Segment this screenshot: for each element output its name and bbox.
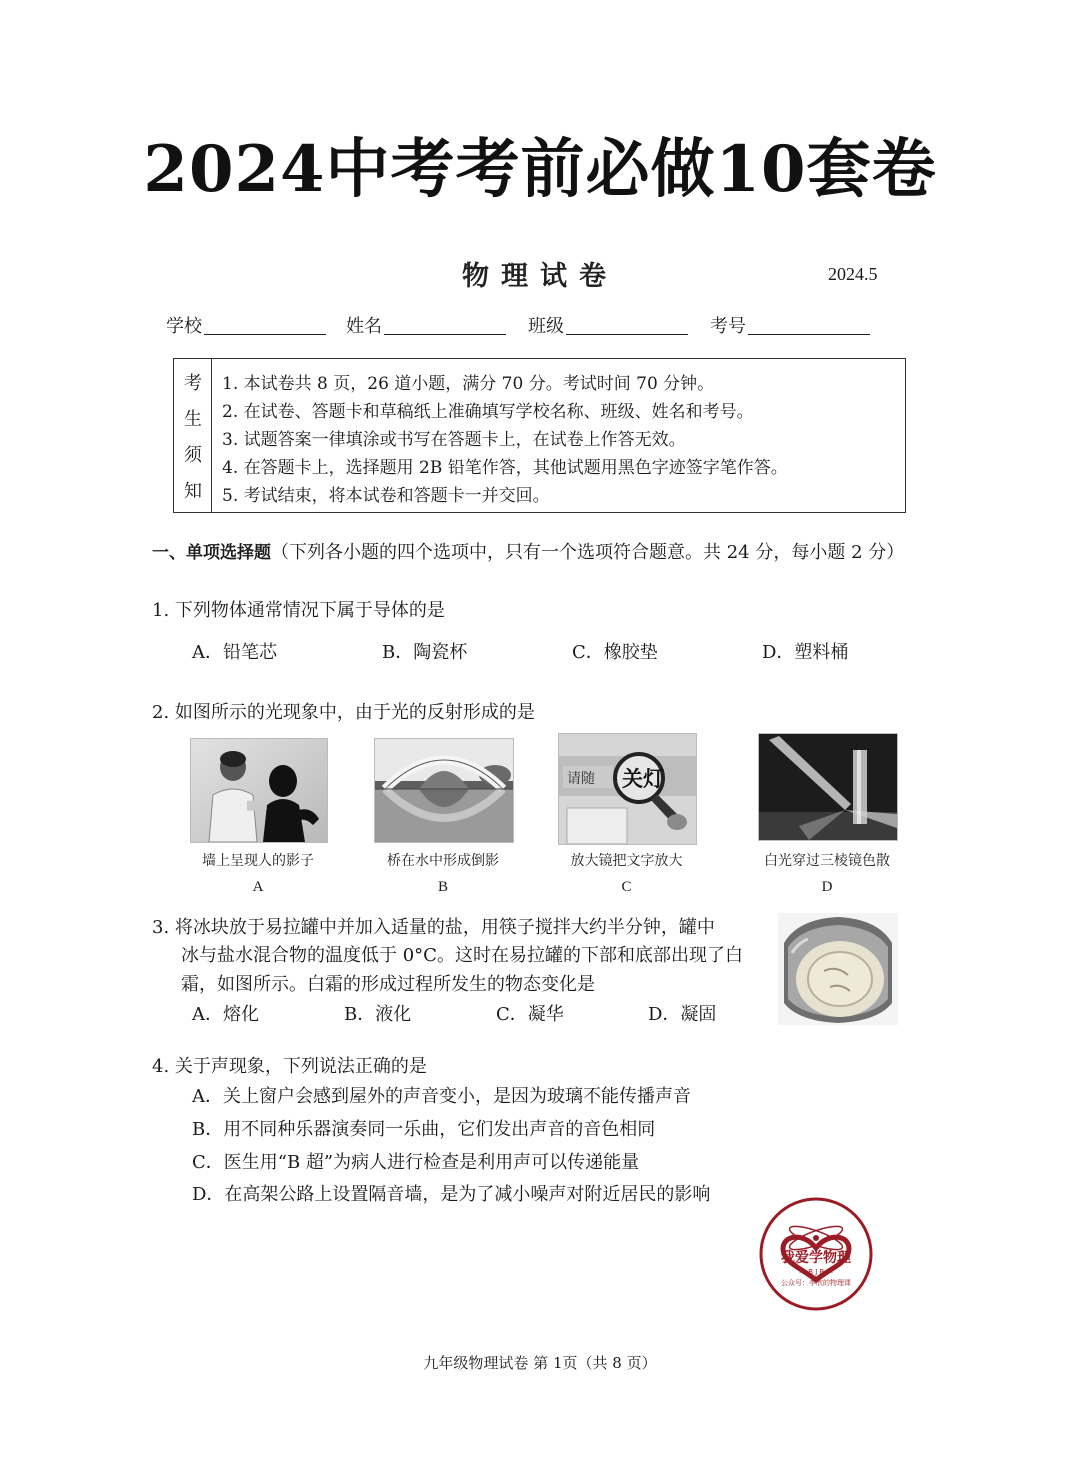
- class-field[interactable]: [528, 312, 688, 338]
- question-2-stem: 2. 如图所示的光现象中，由于光的反射形成的是: [152, 702, 535, 723]
- watermark-tagline: 公众号：李欣的物理课: [781, 1279, 851, 1287]
- question-3-stem-line: 3. 将冰块放于易拉罐中并加入适量的盐，用筷子搅拌大约半分钟，罐中: [152, 917, 715, 938]
- class-label: 班级: [528, 316, 564, 337]
- section-title: 一、单项选择题: [152, 543, 271, 563]
- watermark-name: 我爱学物理: [781, 1250, 851, 1266]
- q2-letter-d[interactable]: D: [821, 879, 833, 895]
- name-field[interactable]: [346, 312, 506, 338]
- q4-option-d[interactable]: D．在高架公路上设置隔音墙，是为了减小噪声对附近居民的影响: [192, 1184, 711, 1205]
- section-heading: [152, 538, 904, 564]
- notice-item: 3. 试题答案一律填涂或书写在答题卡上，在试卷上作答无效。: [222, 430, 686, 450]
- notice-label-char: 生: [184, 409, 202, 430]
- q1-option-c[interactable]: C．橡胶垫: [572, 642, 658, 663]
- notice-item: 2. 在试卷、答题卡和草稿纸上准确填写学校名称、班级、姓名和考号。: [222, 402, 754, 422]
- exam-date: 2024.5: [828, 264, 878, 284]
- q2-letter-c[interactable]: C: [621, 879, 632, 895]
- q1-option-a[interactable]: A．铅笔芯: [192, 642, 277, 663]
- school-field[interactable]: [166, 312, 326, 338]
- exam-series-title: 2024中考考前必做10套卷: [143, 132, 937, 207]
- q2-caption-d: 白光穿过三棱镜色散: [764, 853, 890, 869]
- prism-dispersion-photo: [758, 733, 898, 841]
- exam-number-blank[interactable]: [748, 316, 870, 335]
- magnifier-zoomed-text: 关灯: [622, 767, 664, 791]
- q3-option-c[interactable]: C．凝华: [496, 1004, 564, 1025]
- notice-item: 4. 在答题卡上，选择题用 2B 铅笔作答，其他试题用黑色字迹签字笔作答。: [222, 458, 788, 478]
- magnifier-photo: [558, 733, 697, 845]
- q2-letter-a[interactable]: A: [252, 879, 264, 895]
- notice-label-char: 须: [184, 445, 202, 466]
- q2-caption-a: 墙上呈现人的影子: [202, 853, 314, 869]
- watermark-seal: [758, 1196, 874, 1312]
- notice-label-char: 知: [184, 481, 202, 502]
- shadow-photo: [190, 738, 328, 843]
- q2-caption-b: 桥在水中形成倒影: [387, 853, 499, 869]
- q4-option-c[interactable]: C．医生用“B 超”为病人进行检查是利用声可以传递能量: [192, 1152, 640, 1173]
- q3-option-d[interactable]: D．凝固: [648, 1004, 717, 1025]
- section-description: （下列各小题的四个选项中，只有一个选项符合题意。共 24 分，每小题 2 分）: [271, 542, 905, 563]
- notice-label: [174, 359, 212, 512]
- exam-number-field[interactable]: [710, 312, 870, 338]
- q1-option-b[interactable]: B．陶瓷杯: [382, 642, 468, 663]
- school-blank[interactable]: [204, 316, 326, 335]
- q4-option-a[interactable]: A．关上窗户会感到屋外的声音变小，是因为玻璃不能传播声音: [192, 1086, 691, 1107]
- watermark-sub: — B J P —: [799, 1268, 833, 1276]
- notice-item: 5. 考试结束，将本试卷和答题卡一并交回。: [222, 486, 550, 506]
- notice-label-char: 考: [184, 373, 202, 394]
- q2-caption-c: 放大镜把文字放大: [570, 853, 683, 869]
- school-label: 学校: [166, 316, 202, 337]
- notice-item: 1. 本试卷共 8 页，26 道小题，满分 70 分。考试时间 70 分钟。: [222, 374, 715, 394]
- q1-option-d[interactable]: D．塑料桶: [762, 642, 849, 663]
- exam-notice-box: [173, 358, 906, 513]
- name-label: 姓名: [346, 316, 382, 337]
- question-3-stem-line: 霜，如图所示。白霜的形成过程所发生的物态变化是: [181, 974, 595, 995]
- question-4-stem: 4. 关于声现象，下列说法正确的是: [152, 1056, 427, 1077]
- subject-title: 物理试卷: [462, 261, 618, 292]
- q3-option-b[interactable]: B．液化: [344, 1004, 412, 1025]
- question-1-stem: 1. 下列物体通常情况下属于导体的是: [152, 600, 445, 621]
- q3-option-a[interactable]: A．熔化: [192, 1004, 259, 1025]
- q4-option-b[interactable]: B．用不同种乐器演奏同一乐曲，它们发出声音的音色相同: [192, 1119, 656, 1140]
- frosted-can-photo: [778, 913, 898, 1025]
- bridge-reflection-photo: [374, 738, 514, 843]
- name-blank[interactable]: [384, 316, 506, 335]
- magnifier-sign-text: 请随: [567, 771, 595, 787]
- page-footer: 九年级物理试卷 第 1页（共 8 页）: [423, 1354, 657, 1372]
- exam-number-label: 考号: [710, 316, 746, 337]
- class-blank[interactable]: [566, 316, 688, 335]
- q2-letter-b[interactable]: B: [437, 879, 448, 895]
- question-3-stem-line: 冰与盐水混合物的温度低于 0°C。这时在易拉罐的下部和底部出现了白: [181, 945, 743, 966]
